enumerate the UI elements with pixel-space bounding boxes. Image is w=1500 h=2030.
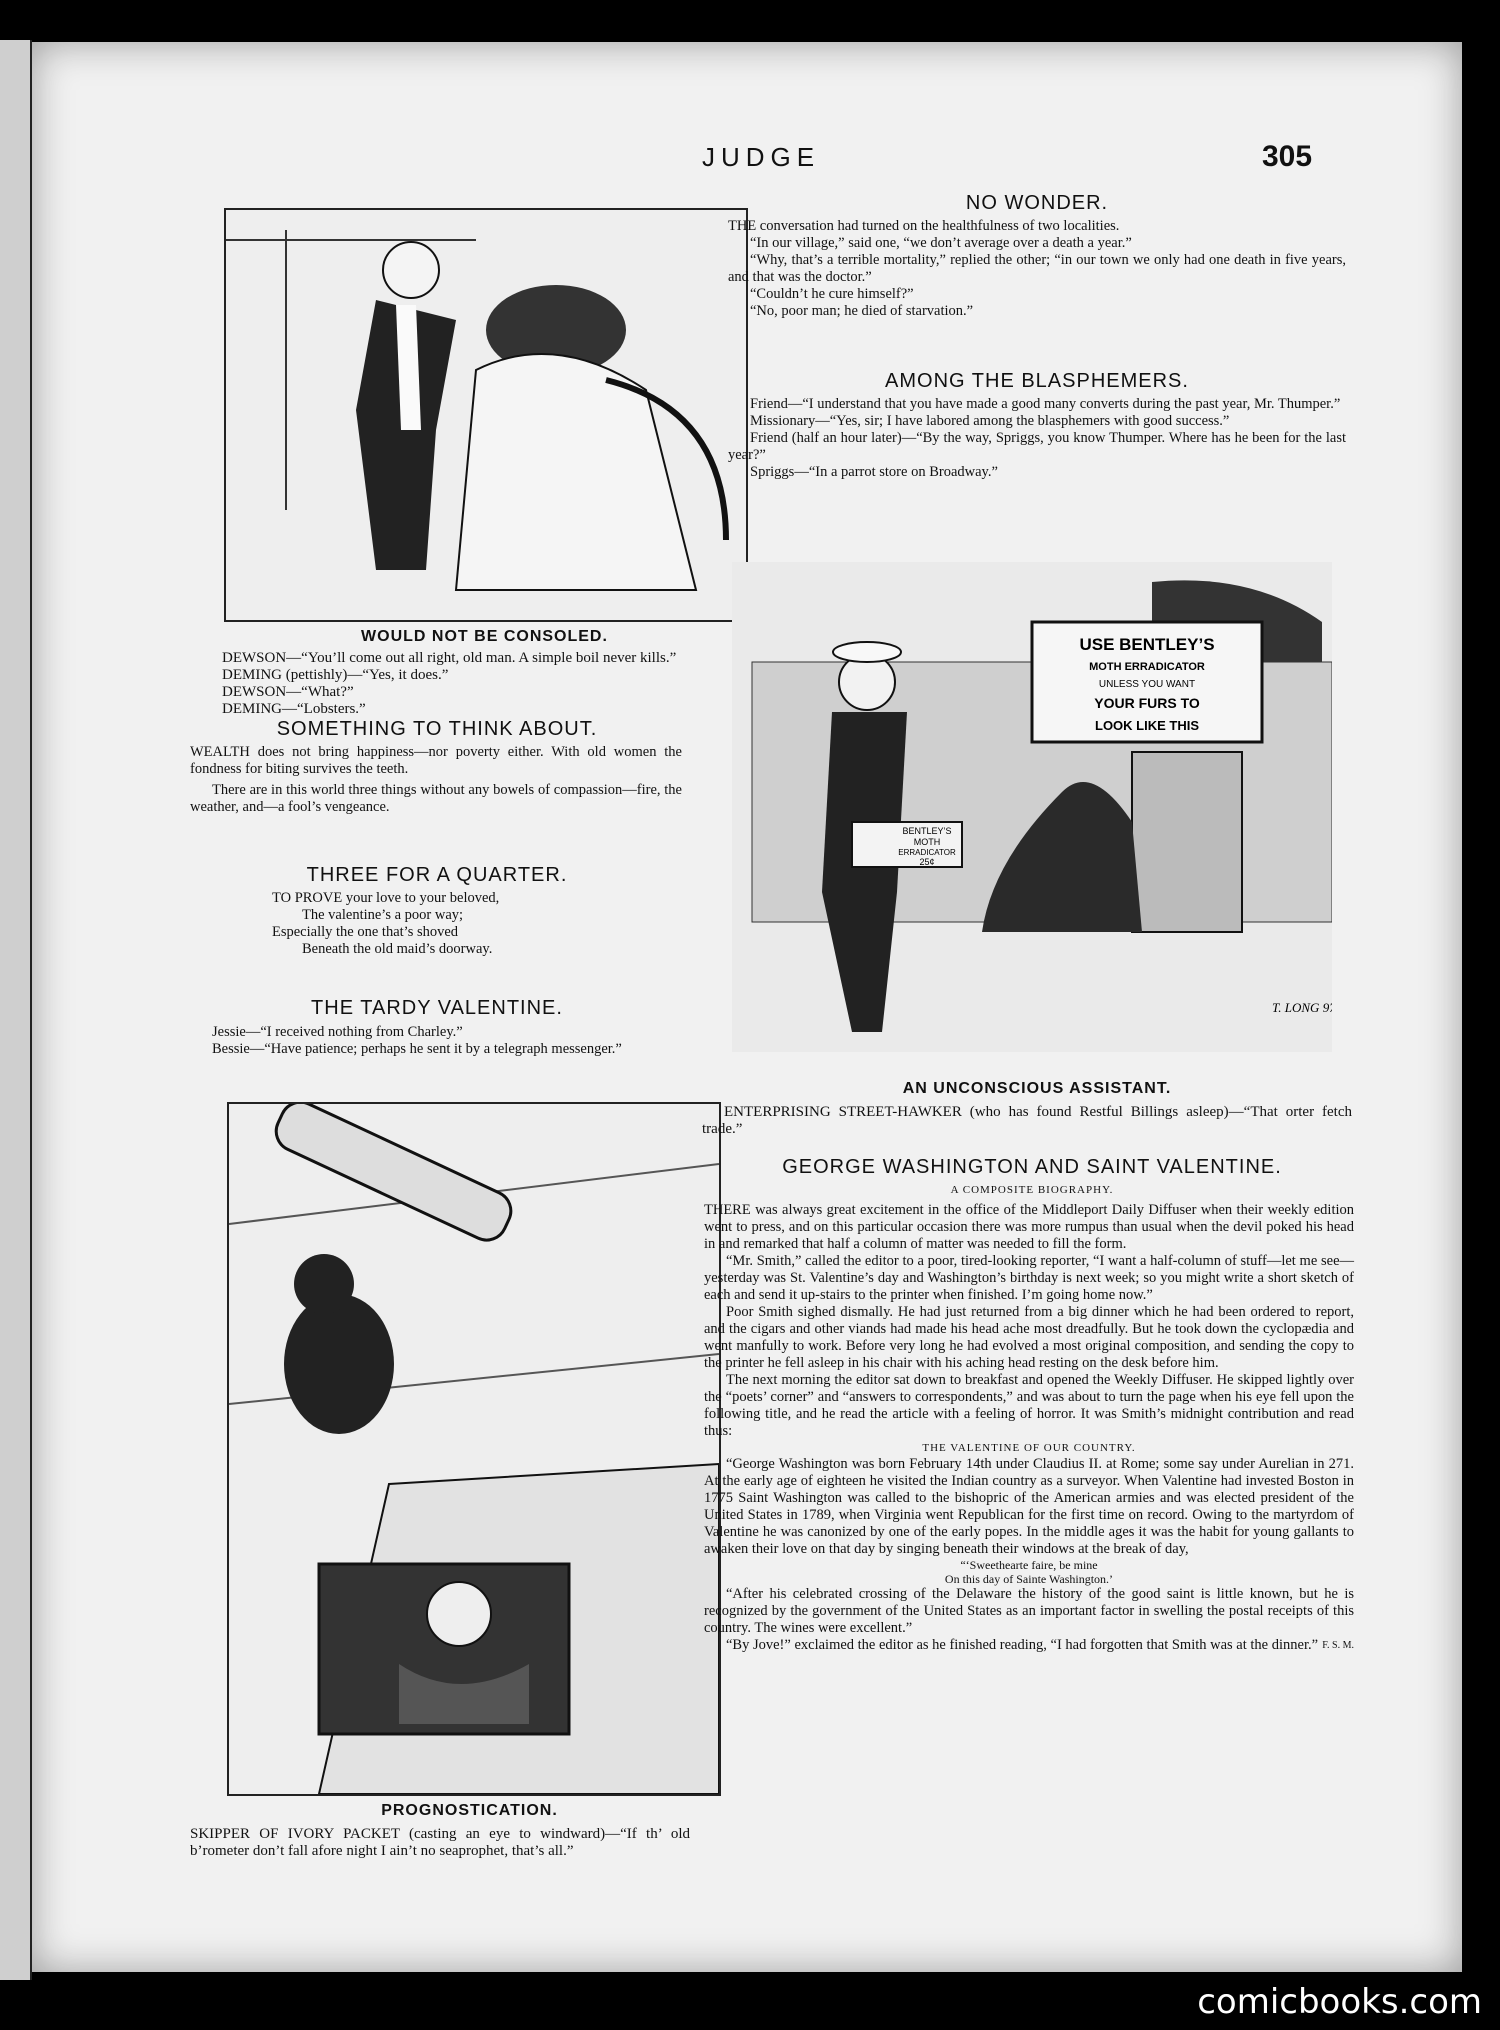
dialogue-line: DEMING (pettishly)—“Yes, it does.” — [222, 667, 449, 683]
tardy-line: Jessie—“I received nothing from Charley.” — [212, 1024, 463, 1040]
verse-line: TO PROVE your love to your beloved, — [272, 890, 500, 906]
dialogue-line: DEWSON—“What?” — [222, 684, 354, 700]
consoled-title: WOULD NOT BE CONSOLED. — [361, 628, 608, 645]
artist-signature: T. LONG 97 — [1272, 1000, 1332, 1015]
think-body — [190, 744, 682, 816]
magazine-page — [32, 42, 1462, 1972]
tardy-title: THE TARDY VALENTINE. — [311, 997, 563, 1019]
washington-inner-paragraph: “George Washington was born February 14th under Claudius II. at Rome; some say under Aurelian in 271. At the early age of eighteen he visited the Indian country as a surveyor. When Valentine had invested Boston in 1775 Saint Washington was called to the bishopric of the American armies and was elected president of the United States in 1789, when Virginia went Republican for the first time on record. Owing to the martyrdom of Valentine he was canonized by one of the early popes. In the middle ages it was the habit for young gallants to awaken their love on that day by singing beneath their windows at the break of day, — [704, 1456, 1354, 1557]
think-paragraph: There are in this world three things without any bowels of compassion—fire, the weather, and—a fool’s vengeance. — [190, 782, 682, 815]
think-paragraph: WEALTH does not bring happiness—nor poverty either. With old women the fondness for biting survives the teeth. — [190, 744, 682, 777]
washington-after-paragraph: “By Jove!” exclaimed the editor as he finished reading, “I had forgotten that Smith was at the dinner.” — [726, 1637, 1319, 1653]
washington-paragraph: “Mr. Smith,” called the editor to a poor, tired-looking reporter, “I want a half-column of stuff—let me see—yesterday was St. Valentine’s day and Washington’s birthday is next week; so you might write a short sketch of each and send it up-stairs to the printer when finished. I’m going home now.” — [704, 1253, 1354, 1303]
quarter-title: THREE FOR A QUARTER. — [306, 864, 568, 886]
assistant-caption-wrap — [702, 1104, 1352, 1138]
assistant-title: AN UNCONSCIOUS ASSISTANT. — [902, 1080, 1172, 1097]
illustration-consoled — [224, 208, 748, 622]
page-number: 305 — [1262, 140, 1313, 173]
dialogue-line: DEMING—“Lobsters.” — [222, 701, 366, 717]
blasphemers-paragraph: Friend—“I understand that you have made a good many converts during the past year, Mr. Thumper.” — [750, 396, 1341, 412]
assistant-drawing — [732, 562, 1332, 1052]
box-line: 25¢ — [919, 857, 935, 867]
running-head: JUDGE — [702, 142, 821, 172]
inner-title: THE VALENTINE OF OUR COUNTRY. — [922, 1442, 1136, 1454]
prognostication-caption: SKIPPER OF IVORY PACKET (casting an eye to windward)—“If th’ old b’rometer don’t fall afore night I ain’t no seaprophet, that’s all.” — [190, 1826, 690, 1859]
washington-after-paragraph: “After his celebrated crossing of the Delaware the history of the good saint is little known, but he is recognized by the government of the United States as an important factor in swelling the postal receipts of this country. The wines were excellent.” — [704, 1586, 1354, 1636]
prognostication-drawing — [229, 1104, 719, 1794]
song-verse — [704, 1558, 1354, 1586]
no-wonder-paragraph: “No, poor man; he died of starvation.” — [750, 303, 974, 319]
quarter-verse — [272, 890, 632, 958]
box-line: ERRADICATOR — [898, 848, 956, 857]
washington-body — [704, 1202, 1354, 1651]
sign-line: MOTH ERRADICATOR — [1089, 661, 1205, 673]
washington-paragraph: THERE was always great excitement in the office of the Middleport Daily Diffuser when their weekly edition went to press, and on this particular occasion there was more rumpus than usual when the devil poked his head in and remarked that half a column of matter was needed to fill the form. — [704, 1202, 1354, 1252]
sign-line: UNLESS YOU WANT — [1098, 679, 1196, 690]
washington-paragraph: The next morning the editor sat down to breakfast and opened the Weekly Diffuser. He skipped lightly over the “poets’ corner” and “answers to correspondents,” and was about to turn the page when his eye fell upon the following title, and he read the article with a feeling of horror. It was Smith’s midnight contribution and read thus: — [704, 1372, 1354, 1439]
no-wonder-body — [728, 218, 1346, 320]
verse-line: The valentine’s a poor way; — [302, 907, 464, 923]
consoled-dialogue — [222, 650, 762, 718]
watermark: comicbooks.com — [1197, 1982, 1482, 2022]
washington-paragraph: Poor Smith sighed dismally. He had just returned from a big dinner which he had been ordered to report, and the cigars and other viands had made his head ache most dreadfully. But he took down the cyclopædia and went manfully to work. Before very long he had evolved a most original composition, and sending the copy to the printer he fell asleep in his chair with his aching head resting on the desk before him. — [704, 1304, 1354, 1371]
blasphemers-title: AMONG THE BLASPHEMERS. — [885, 370, 1189, 392]
no-wonder-paragraph: THE conversation had turned on the healthfulness of two localities. — [728, 218, 1120, 234]
washington-signature: F. S. M. — [1322, 1640, 1354, 1651]
no-wonder-title: NO WONDER. — [965, 192, 1109, 214]
blasphemers-paragraph: Friend (half an hour later)—“By the way, Spriggs, you know Thumper. Where has he been for the last year?” — [728, 430, 1346, 463]
tardy-body — [190, 1024, 682, 1058]
illustration-prognostication — [227, 1102, 721, 1796]
sign-line: YOUR FURS TO — [1094, 695, 1200, 711]
song-line: “‘Sweethearte faire, be mine — [960, 1558, 1098, 1572]
prognostication-caption-wrap — [190, 1826, 690, 1860]
no-wonder-paragraph: “In our village,” said one, “we don’t average over a death a year.” — [750, 235, 1132, 251]
box-line: BENTLEY’S — [902, 826, 952, 836]
prognostication-title: PROGNOSTICATION. — [381, 1802, 558, 1819]
verse-line: Especially the one that’s shoved — [272, 924, 459, 940]
box-line: MOTH — [913, 837, 941, 847]
washington-title: GEORGE WASHINGTON AND SAINT VALENTINE. — [782, 1156, 1282, 1178]
binding-edge — [0, 40, 32, 1980]
blasphemers-paragraph: Spriggs—“In a parrot store on Broadway.” — [750, 464, 998, 480]
assistant-caption: ENTERPRISING STREET-HAWKER (who has found Restful Billings asleep)—“That orter fetch trade.” — [702, 1104, 1352, 1137]
sign-line: LOOK LIKE THIS — [1095, 718, 1199, 733]
washington-subtitle: A COMPOSITE BIOGRAPHY. — [950, 1184, 1114, 1196]
sign-line: USE BENTLEY’S — [1079, 635, 1215, 654]
dialogue-line: DEWSON—“You’ll come out all right, old man. A simple boil never kills.” — [222, 650, 677, 666]
no-wonder-paragraph: “Why, that’s a terrible mortality,” replied the other; “in our town we only had one death in five years, and that was the doctor.” — [728, 252, 1346, 285]
no-wonder-paragraph: “Couldn’t he cure himself?” — [750, 286, 914, 302]
tardy-line: Bessie—“Have patience; perhaps he sent it by a telegraph messenger.” — [212, 1041, 622, 1057]
consoled-drawing — [226, 210, 746, 620]
blasphemers-paragraph: Missionary—“Yes, sir; I have labored among the blasphemers with good success.” — [750, 413, 1230, 429]
song-line: On this day of Sainte Washington.’ — [944, 1572, 1114, 1586]
think-title: SOMETHING TO THINK ABOUT. — [276, 718, 598, 740]
blasphemers-body — [728, 396, 1346, 481]
verse-line: Beneath the old maid’s doorway. — [302, 941, 493, 957]
illustration-assistant — [732, 562, 1332, 1052]
